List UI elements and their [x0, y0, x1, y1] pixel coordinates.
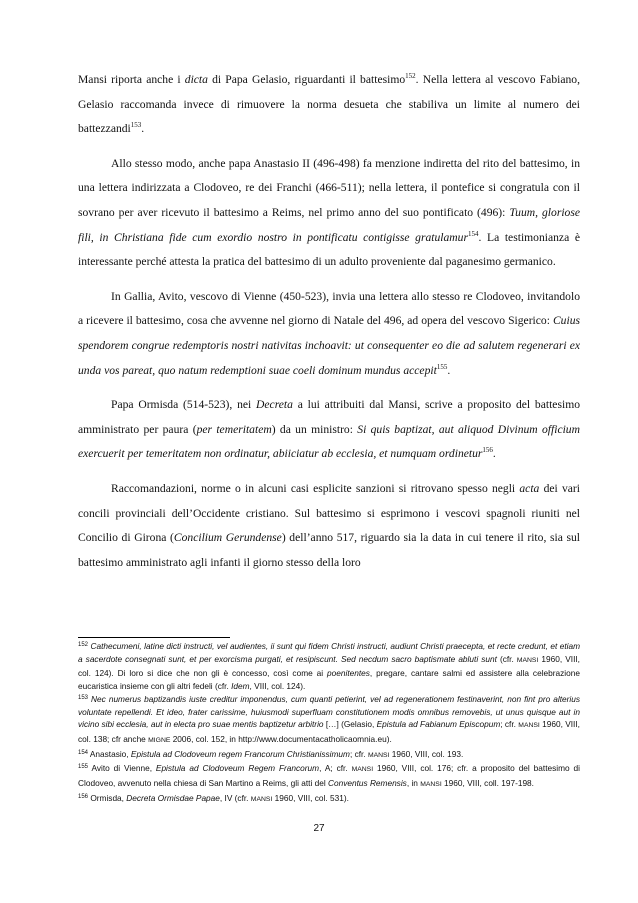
author-name: MANSI — [516, 656, 539, 664]
paragraph — [78, 393, 580, 467]
italic-run: Idem — [231, 681, 250, 692]
paragraph — [78, 152, 580, 275]
footnote — [78, 792, 580, 807]
italic-run: dicta — [184, 73, 208, 86]
italic-run: Epistula ad Clodoveum regem Francorum Christianissimum — [130, 748, 350, 759]
italic-run: Cathecumeni, latine dicti instructi, vel audientes, ii sunt qui fidem Christi instructi, audiunt Christi praecepta, et recte credunt, et etiam a sacerdote consegnati sunt, et per exorcisma purgati, et resipiscunt. Sed necdum sacro baptismate abluti sunt — [78, 641, 581, 664]
footnote-number: 155 — [78, 764, 89, 771]
paragraph — [78, 68, 580, 142]
text-run: Avito di Vienne, — [88, 763, 156, 774]
footnote — [78, 762, 580, 791]
text-run: , IV (cfr. — [219, 792, 251, 803]
italic-run: Decreta — [256, 398, 293, 412]
text-run: a lui attribuiti dal Mansi, scrive a proposito del battesimo amministrato per paura ( — [78, 398, 581, 436]
text-run: Raccomandazioni, norme o in alcuni casi esplicite sanzioni si ritrovano spesso negli — [111, 481, 520, 495]
text-run: Papa Ormisda (514-523), nei — [111, 398, 257, 412]
author-name: MANSI — [518, 722, 540, 730]
text-run: 1960, VIII, col. 193. — [389, 748, 464, 759]
footnote-number: 153 — [78, 694, 89, 701]
text-run: . — [492, 447, 496, 461]
text-run: 1960, VIII, col. 531). — [272, 792, 349, 803]
text-run: ) dell’anno 517, riguardo sia la data in cui tenere il rito, sia sul battesimo amministrato agli infanti il giorno stesso della loro — [78, 531, 580, 569]
author-name: MANSI — [351, 766, 374, 774]
page-number: 27 — [313, 823, 325, 834]
text-run: […] (Gelasio, — [323, 719, 377, 730]
text-run: 1960, VIII, col. 176; cfr. a proposito del battesimo di Clodoveo, avvenuto nella chiesa di San Martino a Reims, gli atti del — [78, 763, 580, 789]
text-run: ) da un ministro: — [271, 422, 358, 436]
text-run: Allo stesso modo, anche papa Anastasio II (496-498) fa menzione indiretta del rito del battesimo, in una lettera indirizzata a Clodoveo, re dei Franchi (466-511); nella lettera, il pontefice si congratula con il sovrano per aver ricevuto il battesimo a Reims, nel primo anno del suo pontificato (496): — [78, 156, 580, 219]
text-run: , pregare, cantare salmi ed assistere alla celebrazione eucaristica insieme con gli altri fedeli (cfr. — [78, 668, 580, 692]
footnote-ref: 152 — [405, 72, 416, 80]
text-run: Mansi riporta anche i — [78, 73, 185, 86]
italic-run: Epistula ad Clodoveum Regem Francorum — [155, 763, 320, 774]
italic-run: Tuum, gloriose fili, in Christiana fide cum exordio nostro in pontificatu contigisse gratulamur — [78, 205, 581, 244]
footnote-ref: 155 — [436, 362, 448, 371]
italic-run: Si quis baptizat, aut aliquod Divinum officium exercuerit per temeritatem non ordinatur, abiiciatur ab ecclesia, et numquam ordinetur — [78, 422, 580, 461]
italic-run: Decreta Ormisdae Papae — [126, 792, 220, 803]
text-run: . — [141, 122, 145, 136]
text-run: . — [447, 363, 451, 377]
text-run: 1960, VIII, col. 124). Di loro si dice che non gli è concesso, così come ai — [78, 653, 580, 679]
author-name: MANSI — [367, 751, 390, 759]
footnote — [78, 640, 580, 693]
text-run: Anastasio, — [88, 748, 131, 759]
text-run: 2006, col. 152, in http://www.documentacatholicaomnia.eu). — [170, 733, 392, 744]
footnote-ref: 153 — [130, 121, 142, 130]
footnote-number: 156 — [78, 793, 89, 800]
author-name: MANSI — [250, 795, 273, 803]
italic-run: Conventus Remensis — [327, 778, 407, 789]
italic-run: poenitentes — [327, 668, 370, 679]
body-text — [78, 68, 580, 585]
paragraph — [78, 285, 580, 383]
footnote-number: 152 — [78, 642, 89, 648]
footnote-number: 154 — [78, 749, 89, 756]
footnote-ref: 154 — [467, 229, 479, 238]
footnote-ref: 156 — [482, 446, 493, 455]
text-run: , in — [406, 778, 421, 789]
italic-run: per temeritatem — [196, 422, 272, 436]
footnote — [78, 693, 580, 748]
text-run: . La testimonianza è interessante perché attesta la pratica del battesimo di un adulto proveniente dal paganesimo germanico. — [78, 230, 580, 269]
italic-run: Nec numerus baptizandis iuste creditur imponendus, cum quanti petierint, vel ad regenerationem festinaverint, non fint pro alterius voluntate repellendi. Et ideo, frater carissime, huiusmodi superfluam constitutionem modis omnibus removebis, ut unus quisque aut in vicino sibi ecclesia, aut in electa pro suae mentis baptizetur arbitrio — [78, 693, 580, 730]
text-run: dei vari concili provinciali dell’Occidente cristiano. Sul battesimo si esprimono i vescovi spagnoli riuniti nel Concilio di Girona ( — [78, 481, 580, 545]
italic-run: Concilium Gerundense — [173, 531, 282, 545]
text-run: (cfr. — [496, 653, 517, 664]
text-run: . Nella lettera al vescovo Fabiano, Gelasio raccomanda invece di rimuovere la norma desueta che stabiliva un limite al numero dei battezzandi — [78, 73, 580, 136]
footnote-separator — [78, 637, 230, 638]
text-run: ; cfr. — [500, 719, 519, 730]
italic-run: Cuius spendorem congrue redemptoris nostri nativitas inchoavit: ut consequenter eo die ad salutem regenerari ex unda vos pareat, quo natum redemptioni suae coeli dominum mundus accepit — [78, 314, 580, 377]
text-run: 1960, VIII, col. 138; cfr anche — [78, 719, 580, 744]
paragraph — [78, 477, 580, 575]
text-run: Ormisda, — [88, 792, 127, 803]
text-run: ; cfr. — [349, 748, 368, 759]
text-run: 1960, VIII, coll. 197-198. — [441, 778, 534, 789]
author-name: MIGNE — [148, 736, 171, 744]
text-run: , VIII, col. 124). — [249, 681, 306, 692]
italic-run: Epistula ad Fabianum Episcopum — [376, 719, 501, 730]
author-name: MANSI — [420, 781, 442, 789]
text-run: In Gallia, Avito, vescovo di Vienne (450-523), invia una lettera allo stesso re Clodoveo, invitandolo a ricevere il battesimo, cosa che avvenne nel giorno di Natale del 496, ad opera del vescovo Sigerico: — [78, 289, 580, 328]
text-run: di Papa Gelasio, riguardanti il battesimo — [207, 73, 406, 86]
italic-run: acta — [519, 481, 540, 495]
footnotes — [78, 640, 580, 806]
footnote — [78, 748, 580, 763]
text-run: , A; cfr. — [319, 763, 352, 774]
